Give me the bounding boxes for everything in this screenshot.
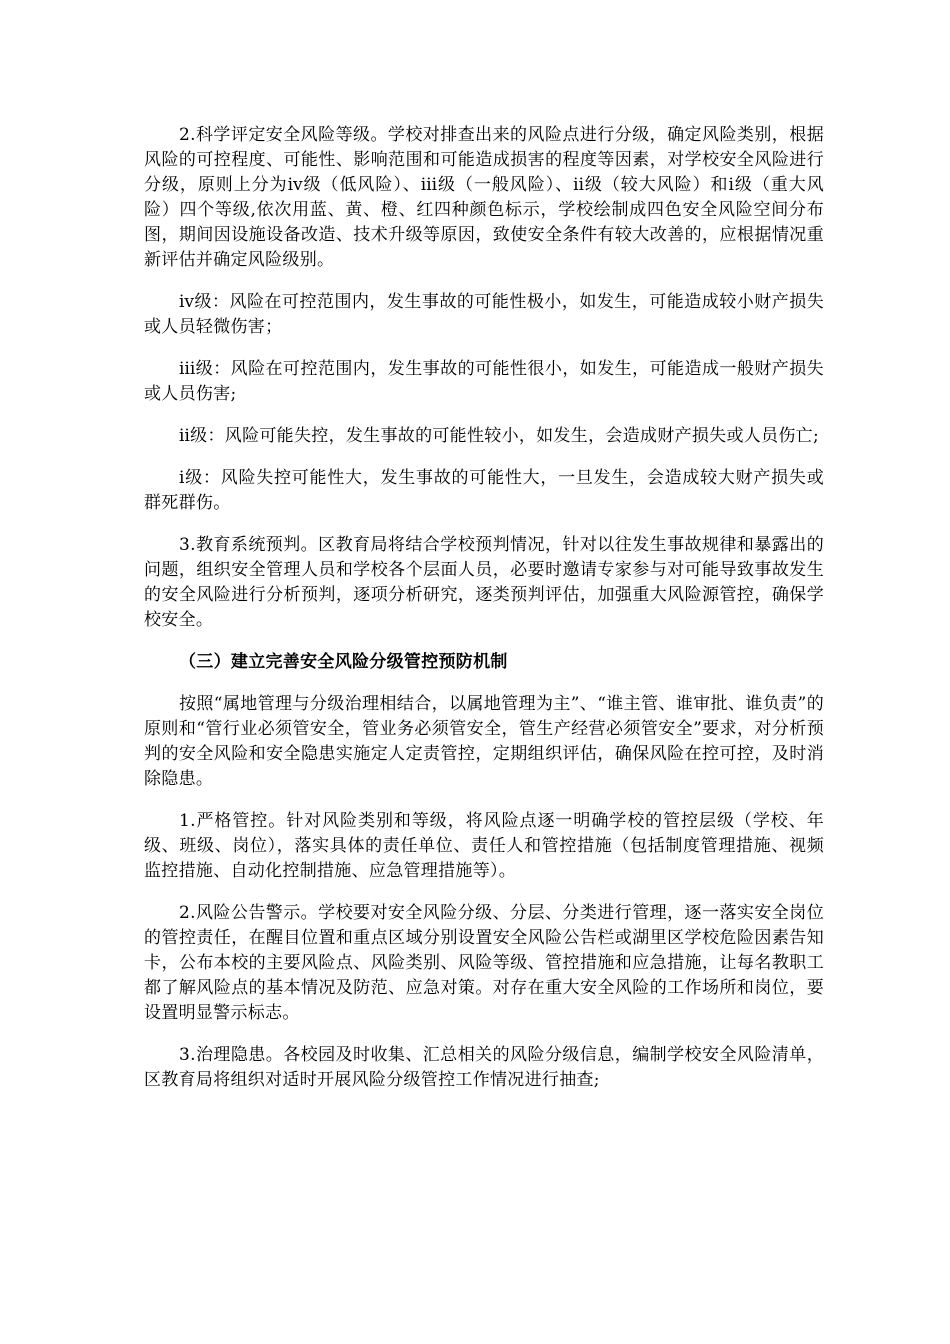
section-heading: （三）建立完善安全风险分级管控预防机制 bbox=[179, 652, 508, 672]
paragraph-strict-control: 1.严格管控。针对风险类别和等级，将风险点逐一明确学校的管控层级（学校、年级、班级、岗位），落实具体的责任单位、责任人和管控措施（包括制度管理措施、视频监控措施、自动化控制措施、应急管理措施等）。 bbox=[144, 811, 824, 881]
paragraph-level-iv: ⅳ级：风险在可控范围内，发生事故的可能性极小，如发生，可能造成较小财产损失或人员轻微伤害； bbox=[144, 292, 824, 337]
paragraph-risk-notice: 2.风险公告警示。学校要对安全风险分级、分层、分类进行管理，逐一落实安全岗位的管控责任，在醒目位置和重点区域分别设置安全风险公告栏或湖里区学校危险因素告知卡，公布本校的主要风险点、风险类别、风险等级、管控措施和应急措施，让每名教职工都了解风险点的基本情况及防范、应急对策。对存在重大安全风险的工作场所和岗位，要设置明显警示标志。 bbox=[144, 903, 824, 1023]
paragraph-level-iii: ⅲ级：风险在可控范围内，发生事故的可能性很小，如发生，可能造成一般财产损失或人员伤害; bbox=[144, 359, 824, 404]
paragraph-level-ii: ⅱ级：风险可能失控，发生事故的可能性较小，如发生，会造成财产损失或人员伤亡; bbox=[179, 426, 819, 446]
paragraph-hazard-governance: 3.治理隐患。各校园及时收集、汇总相关的风险分级信息，编制学校安全风险清单，区教育局将组织对适时开展风险分级管控工作情况进行抽查; bbox=[144, 1045, 824, 1090]
paragraph-risk-grading: 2.科学评定安全风险等级。学校对排查出来的风险点进行分级，确定风险类别，根据风险的可控程度、可能性、影响范围和可能造成损害的程度等因素，对学校安全风险进行分级，原则上分为ⅳ级（低风险）、ⅲ级（一般风险）、ⅱ级（较大风险）和ⅰ级（重大风险）四个等级,依次用蓝、黄、橙、红四种颜色标示，学校绘制成四色安全风险空间分布图，期间因设施设备改造、技术升级等原因，致使安全条件有较大改善的，应根据情况重新评估并确定风险级别。 bbox=[144, 125, 824, 270]
document-body bbox=[144, 123, 824, 1110]
paragraph-level-i: ⅰ级：风险失控可能性大，发生事故的可能性大，一旦发生，会造成较大财产损失或群死群伤。 bbox=[144, 468, 824, 513]
paragraph-management-principle: 按照“属地管理与分级治理相结合，以属地管理为主”、“谁主管、谁审批、谁负责”的原则和“管行业必须管安全，管业务必须管安全，管生产经营必须管安全”要求，对分析预判的安全风险和安全隐患实施定人定责管控，定期组织评估，确保风险在控可控，及时消除隐患。 bbox=[144, 694, 824, 789]
paragraph-education-prediction: 3.教育系统预判。区教育局将结合学校预判情况，针对以往发生事故规律和暴露出的问题，组织安全管理人员和学校各个层面人员，必要时邀请专家参与对可能导致事故发生的安全风险进行分析预判，逐项分析研究，逐类预判评估，加强重大风险源管控，确保学校安全。 bbox=[144, 535, 824, 630]
